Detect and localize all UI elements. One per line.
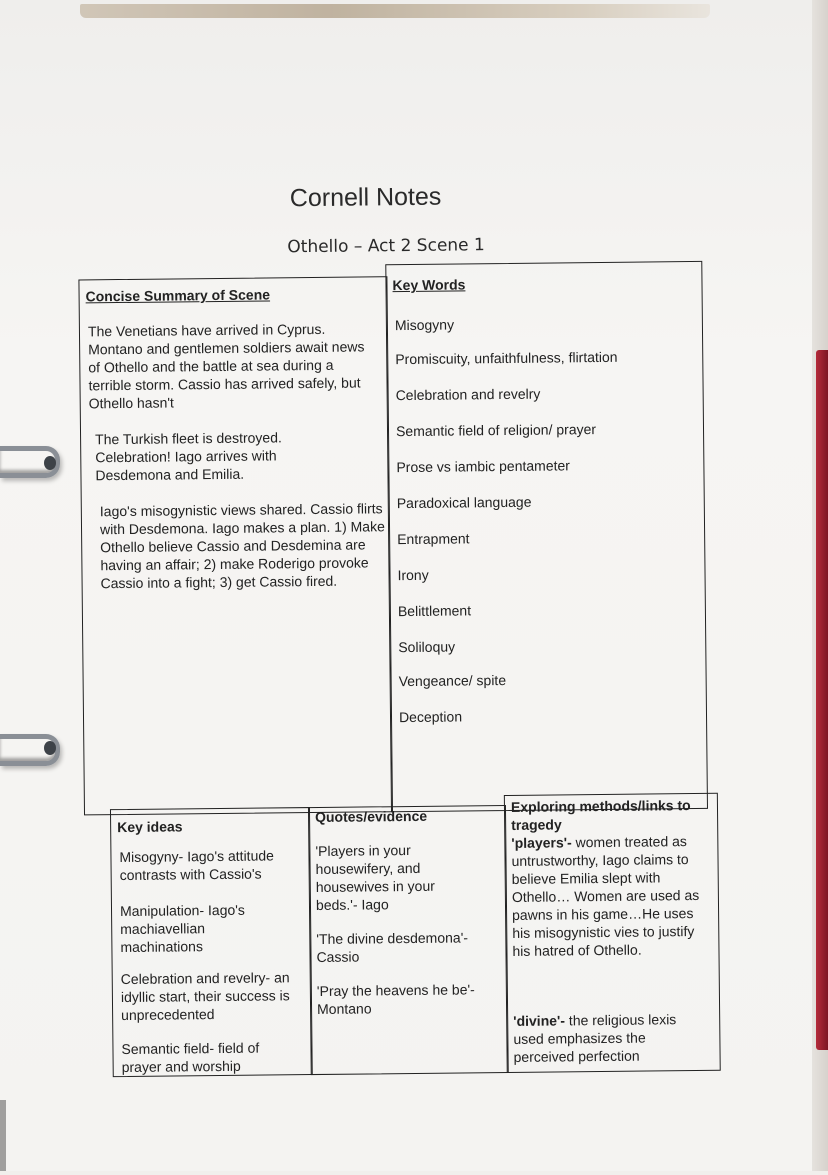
keyword-item: Semantic field of religion/ prayer <box>395 421 597 440</box>
method-entry <box>511 832 708 960</box>
keyword-item: Soliloquy <box>398 638 456 656</box>
key-idea-item: Semantic field- field of prayer and worship <box>121 1039 260 1076</box>
keyword-item: Celebration and revelry <box>395 385 541 404</box>
methods-box <box>504 793 721 1073</box>
key-idea-item: Misogyny- Iago's attitude contrasts with Cassio's <box>119 847 274 884</box>
keyword-item: Irony <box>397 566 429 584</box>
key-idea-item: Manipulation- Iago's machiavellian machinations <box>119 901 245 956</box>
key-ideas-box <box>110 807 313 1077</box>
summary-paragraph: Iago's misogynistic views shared. Cassio flirts with Desdemona. Iago makes a plan. 1) Make Othello believe Cassio and Desdemina are having an affair; 2) make Roderigo provoke Cassio into a fight; 3) get Cassio fired. <box>99 500 385 592</box>
quote-item: 'The divine desdemona'- Cassio <box>316 929 469 965</box>
summary-box <box>78 276 393 815</box>
page-subtitle: Othello – Act 2 Scene 1 <box>287 235 485 258</box>
keywords-box <box>385 261 708 812</box>
keyword-item: Promiscuity, unfaithfulness, flirtation <box>395 348 618 368</box>
summary-heading: Concise Summary of Scene <box>85 286 271 305</box>
keyword-item: Belittlement <box>397 602 472 620</box>
key-ideas-heading: Key ideas <box>117 818 183 836</box>
method-key: 'divine'- <box>513 1012 566 1029</box>
summary-paragraph: The Venetians have arrived in Cyprus. Montano and gentlemen soldiers await news of Othello and the battle at sea during a terrible storm. Cassio has arrived safely, but Othello hasn't <box>87 320 365 412</box>
method-text: the religious lexis used emphasizes the perceived perfection <box>513 1011 677 1065</box>
method-text: women treated as untrustworthy, Iago claims to believe Emilia slept with Othello… Women are used as pawns in his game…He uses his misogynistic vies to justify his hatred of Othello. <box>511 833 700 959</box>
keyword-item: Deception <box>398 708 463 726</box>
keyword-item: Vengeance/ spite <box>398 671 507 690</box>
methods-heading: Exploring methods/links to tragedy <box>510 797 691 833</box>
key-idea-item: Celebration and revelry- an idyllic start, their success is unprecedented <box>120 969 290 1024</box>
keyword-item: Entrapment <box>397 530 470 548</box>
keyword-item: Prose vs iambic pentameter <box>396 457 571 476</box>
quotes-heading: Quotes/evidence <box>314 807 428 826</box>
keyword-item: Paradoxical language <box>396 493 532 512</box>
method-entry <box>513 1010 710 1066</box>
quotes-box <box>308 805 509 1075</box>
page-title: Cornell Notes <box>289 182 442 213</box>
quote-item: 'Players in your housewifery, and housewives in your beds.'- Iago <box>315 842 435 913</box>
keywords-heading: Key Words <box>392 276 466 294</box>
keyword-item: Misogyny <box>394 316 455 334</box>
summary-paragraph: The Turkish fleet is destroyed. Celebration! Iago arrives with Desdemona and Emilia. <box>95 429 282 484</box>
method-key: 'players'- <box>511 834 572 851</box>
quote-item: 'Pray the heavens he be'-Montano <box>316 981 475 1017</box>
